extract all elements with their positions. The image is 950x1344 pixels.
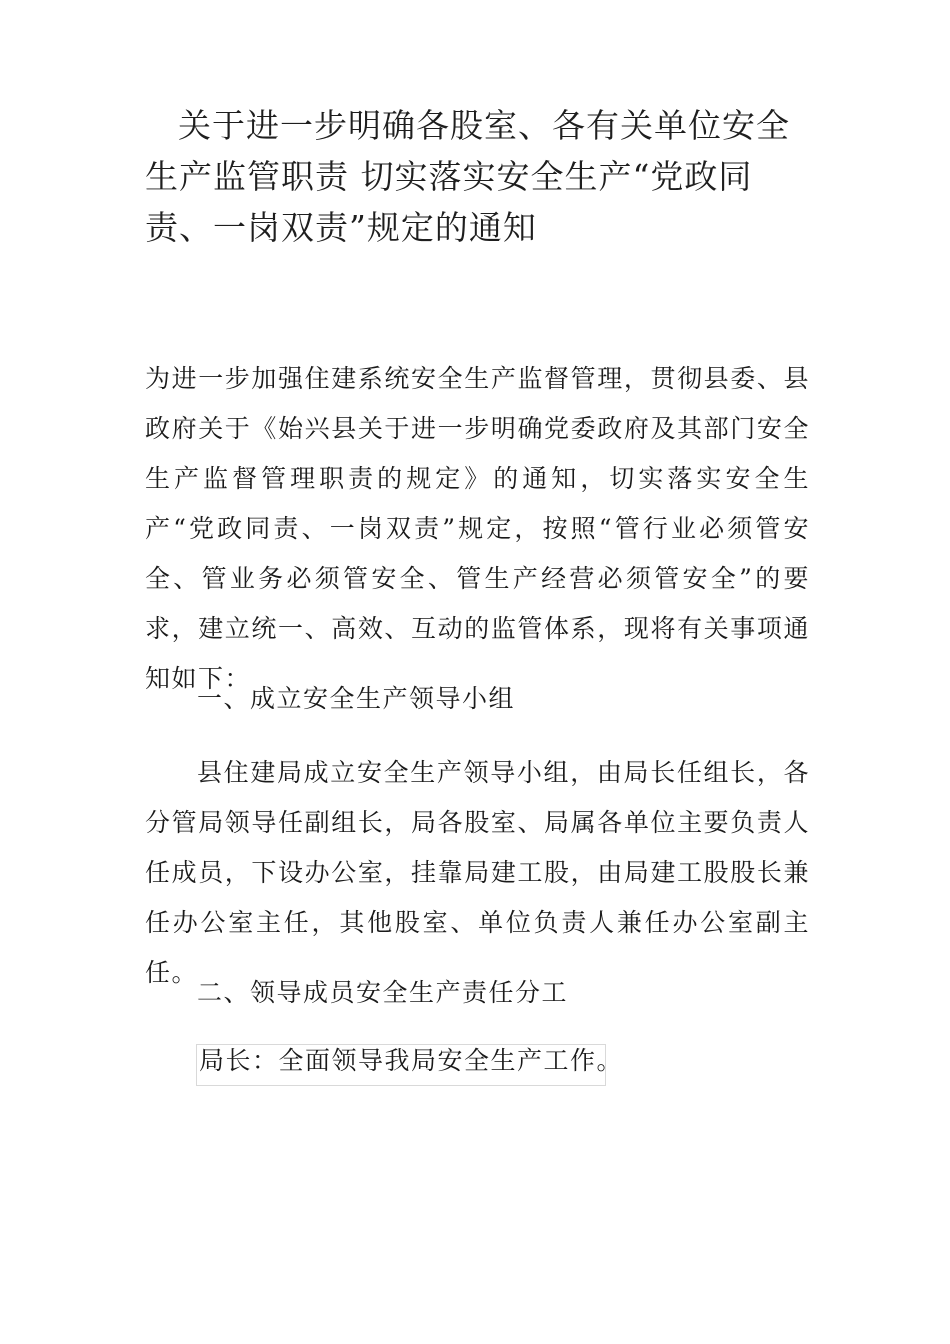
section-2-heading: 二、领导成员安全生产责任分工 xyxy=(197,978,569,1007)
intro-paragraph: 为进一步加强住建系统安全生产监督管理，贯彻县委、县政府关于《始兴县关于进一步明确党委政府及其部门安全生产监督管理职责的规定》的通知，切实落实安全生产“党政同责、一岗双责”规定，按照“管行业必须管安全、管业务必须管安全、管生产经营必须管安全”的要求，建立统一、高效、互动的监管体系，现将有关事项通知如下： xyxy=(145,364,810,693)
document-title: 关于进一步明确各股室、各有关单位安全生产监管职责 切实落实安全生产“党政同责、一岗双责”规定的通知 xyxy=(145,106,790,247)
responsibility-item-director: 局长：全面领导我局安全生产工作。 xyxy=(199,1046,624,1075)
responsibility-item-box xyxy=(196,1044,624,1086)
section-1-body: 县住建局成立安全生产领导小组，由局长任组长，各分管局领导任副组长，局各股室、局属各单位主要负责人任成员，下设办公室，挂靠局建工股，由局建工股股长兼任办公室主任，其他股室、单位负责人兼任办公室副主任。 xyxy=(145,758,810,987)
section-1-heading: 一、成立安全生产领导小组 xyxy=(197,684,516,713)
